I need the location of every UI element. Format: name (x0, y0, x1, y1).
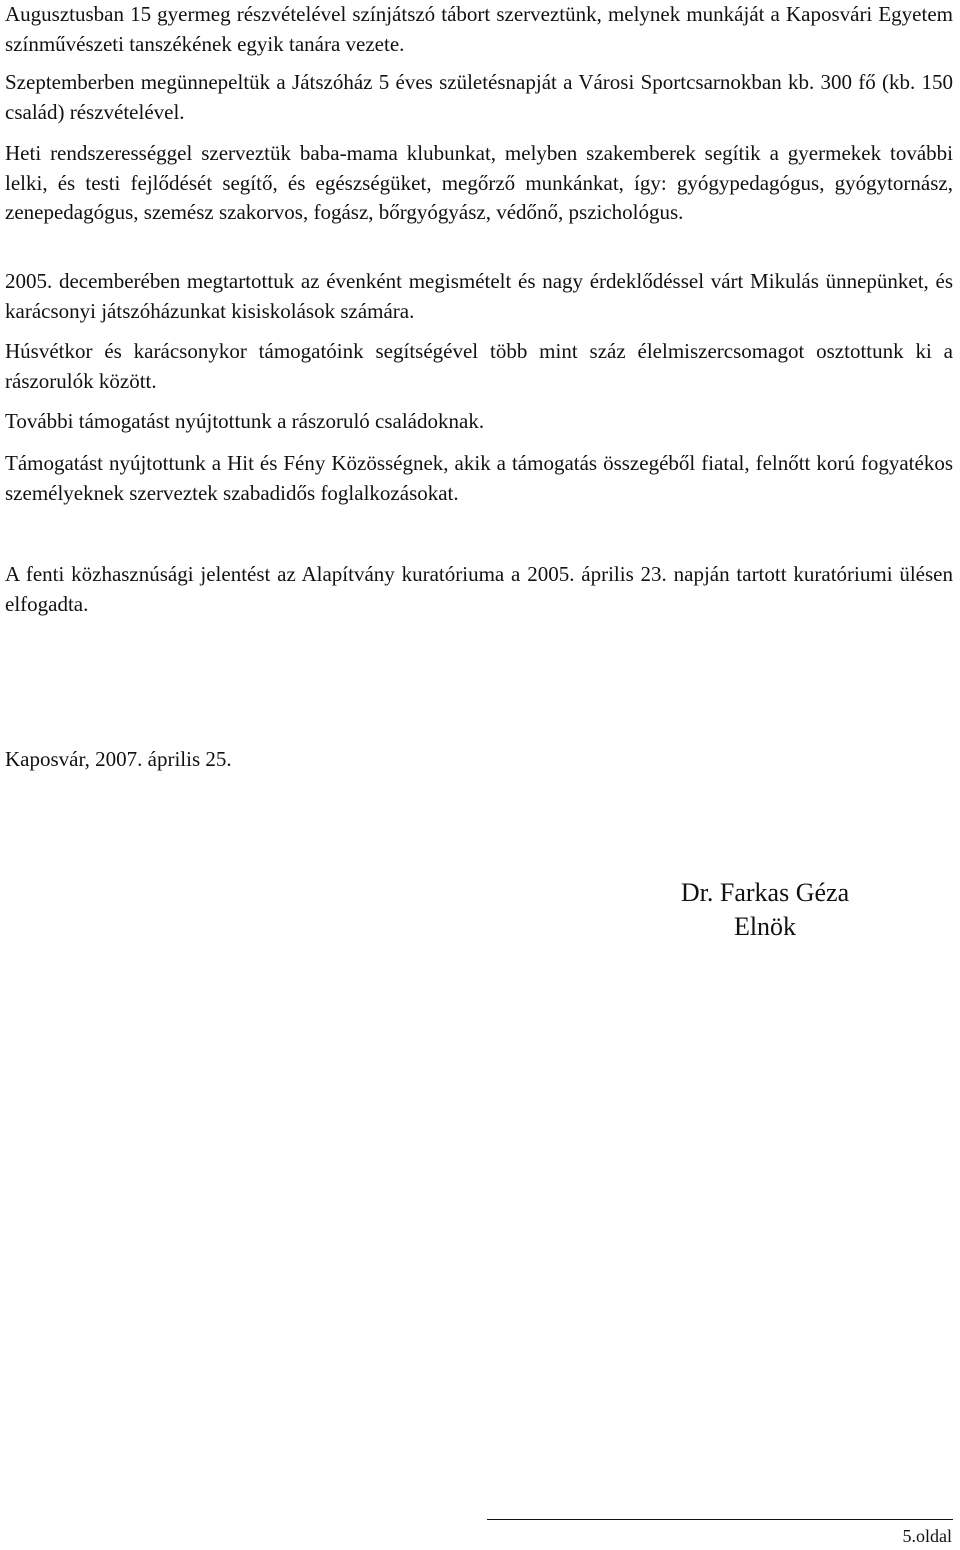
paragraph-food-packages: Húsvétkor és karácsonykor támogatóink segítségével több mint száz élelmiszercsomagot osztottunk ki a rászorulók között. (5, 339, 953, 393)
paragraph-family-support: További támogatást nyújtottunk a rászoruló családoknak. (5, 409, 485, 433)
paragraph-birthday: Szeptemberben megünnepeltük a Játszóház 5 éves születésnapját a Városi Sportcsarnokban kb. 300 fő (kb. 150 család) részvételével. (5, 70, 953, 124)
paragraph-hit-es-feny: Támogatást nyújtottunk a Hit és Fény Közösségnek, akik a támogatás összegéből fiatal, felnőtt korú fogyatékos személyeknek szerveztek szabadidős foglalkozásokat. (5, 451, 953, 505)
signature-block (640, 876, 890, 944)
page-number: 5.oldal (902, 1526, 952, 1546)
signatory-title: Elnök (733, 912, 797, 941)
signatory-name: Dr. Farkas Géza (680, 878, 850, 907)
footer-divider (487, 1519, 953, 1520)
paragraph-baby-club: Heti rendszerességgel szerveztük baba-mama klubunkat, melyben szakemberek segítik a gyermekek további lelki, és testi fejlődését segítő, és egészségüket, megőrző munkánkat, így: gyógypedagógus, gyógytornász, zenepedagógus, szemész szakorvos, fogász, bőrgyógyász, védőnő, pszichológus. (5, 141, 953, 224)
paragraph-santa-celebration: 2005. decemberében megtartottuk az évenként megismételt és nagy érdeklődéssel várt Mikulás ünnepünket, és karácsonyi játszóházunkat kisiskolások számára. (5, 269, 953, 323)
paragraph-summer-camp: Augusztusban 15 gyermeg részvételével színjátszó tábort szerveztünk, melynek munkáját a Kaposvári Egyetem színművészeti tanszékének egyik tanára vezete. (5, 2, 953, 56)
paragraph-approval: A fenti közhasznúsági jelentést az Alapítvány kuratóriuma a 2005. április 23. napján tartott kuratóriumi ülésen elfogadta. (5, 562, 953, 616)
place-and-date: Kaposvár, 2007. április 25. (5, 747, 232, 771)
